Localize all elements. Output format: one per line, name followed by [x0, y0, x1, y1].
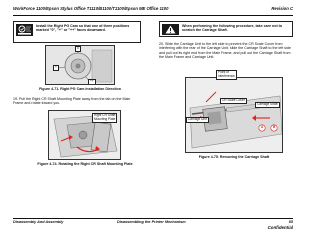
- footer-subsection: Disassembling the Printer Mechanism: [117, 220, 186, 224]
- figure-4-74-caption: Figure 4-74. Rotating the Right CR Shaft Mounting Plate: [37, 162, 133, 166]
- callout-line-2: Mounting Plate: [94, 116, 116, 121]
- callout-point-line-1: Point of: [218, 70, 229, 74]
- check-point-note: [13, 21, 141, 43]
- page-number: 85: [288, 220, 293, 224]
- caution-icon: [162, 24, 179, 35]
- badge-b: B: [273, 125, 276, 129]
- check-point-text: Install the Right PG Cam so that one of three positions marked "0", "+" or "++" faces downward.: [36, 24, 130, 33]
- callout-line-1: Right CR Shaft: [94, 113, 116, 117]
- step-19: 19. Pull the Right CR Shaft Mounting Plate away from the tab on the Main Frame and rotate toward you.: [13, 97, 131, 106]
- callout-right-cr-shaft-mounting-plate: [92, 113, 117, 123]
- caution-note: [159, 21, 293, 37]
- figure-4-75-caption: Figure 4-75. Removing the Carriage Shaft: [198, 155, 270, 159]
- page-footer: [13, 218, 293, 226]
- header-revision: Revision C: [271, 6, 293, 11]
- callout-point-line-2: interference: [218, 73, 235, 78]
- cam-mark-plus: +: [55, 65, 57, 69]
- callout-carriage-unit: Carriage Unit: [188, 117, 207, 121]
- cam-mark-zero: 0: [77, 46, 79, 50]
- badge-a: A: [261, 125, 264, 129]
- header-title: WorkForce 1100/Epson Stylus Office T1110/B1100/T1100/Epson ME Office 1100: [13, 6, 169, 11]
- caution-text: When performing the following procedure, take care not to scratch the Carriage Shaft.: [182, 24, 283, 33]
- step-20: 20. Slide the Carriage Unit to the left side to prevent the CR Scale Cover from interfering with the rear of the Carriage Unit, slide the Carriage Shaft to the left side and pull out its right end from the Main Frame, and pull out the Carriage Shaft from the Main Frame and Carriage Unit.: [159, 42, 291, 59]
- callout-carriage-shaft: Carriage Shaft: [257, 102, 278, 106]
- confidential-label: Confidential: [267, 225, 293, 230]
- cam-mark-double-plus: ++: [90, 79, 94, 83]
- footer-section: Disassembly And Assembly: [13, 220, 64, 224]
- figure-4-71-image: [45, 45, 115, 85]
- figure-4-74-image: [48, 110, 121, 160]
- callout-cr-scale-cover: CR Scale Cover: [222, 98, 245, 102]
- page-header: [13, 6, 293, 16]
- check-point-icon: [16, 24, 33, 36]
- figure-4-71-caption: Figure 4-71. Right PG Cam Installation Direction: [39, 87, 121, 91]
- callout-point-of-interference: [216, 70, 237, 80]
